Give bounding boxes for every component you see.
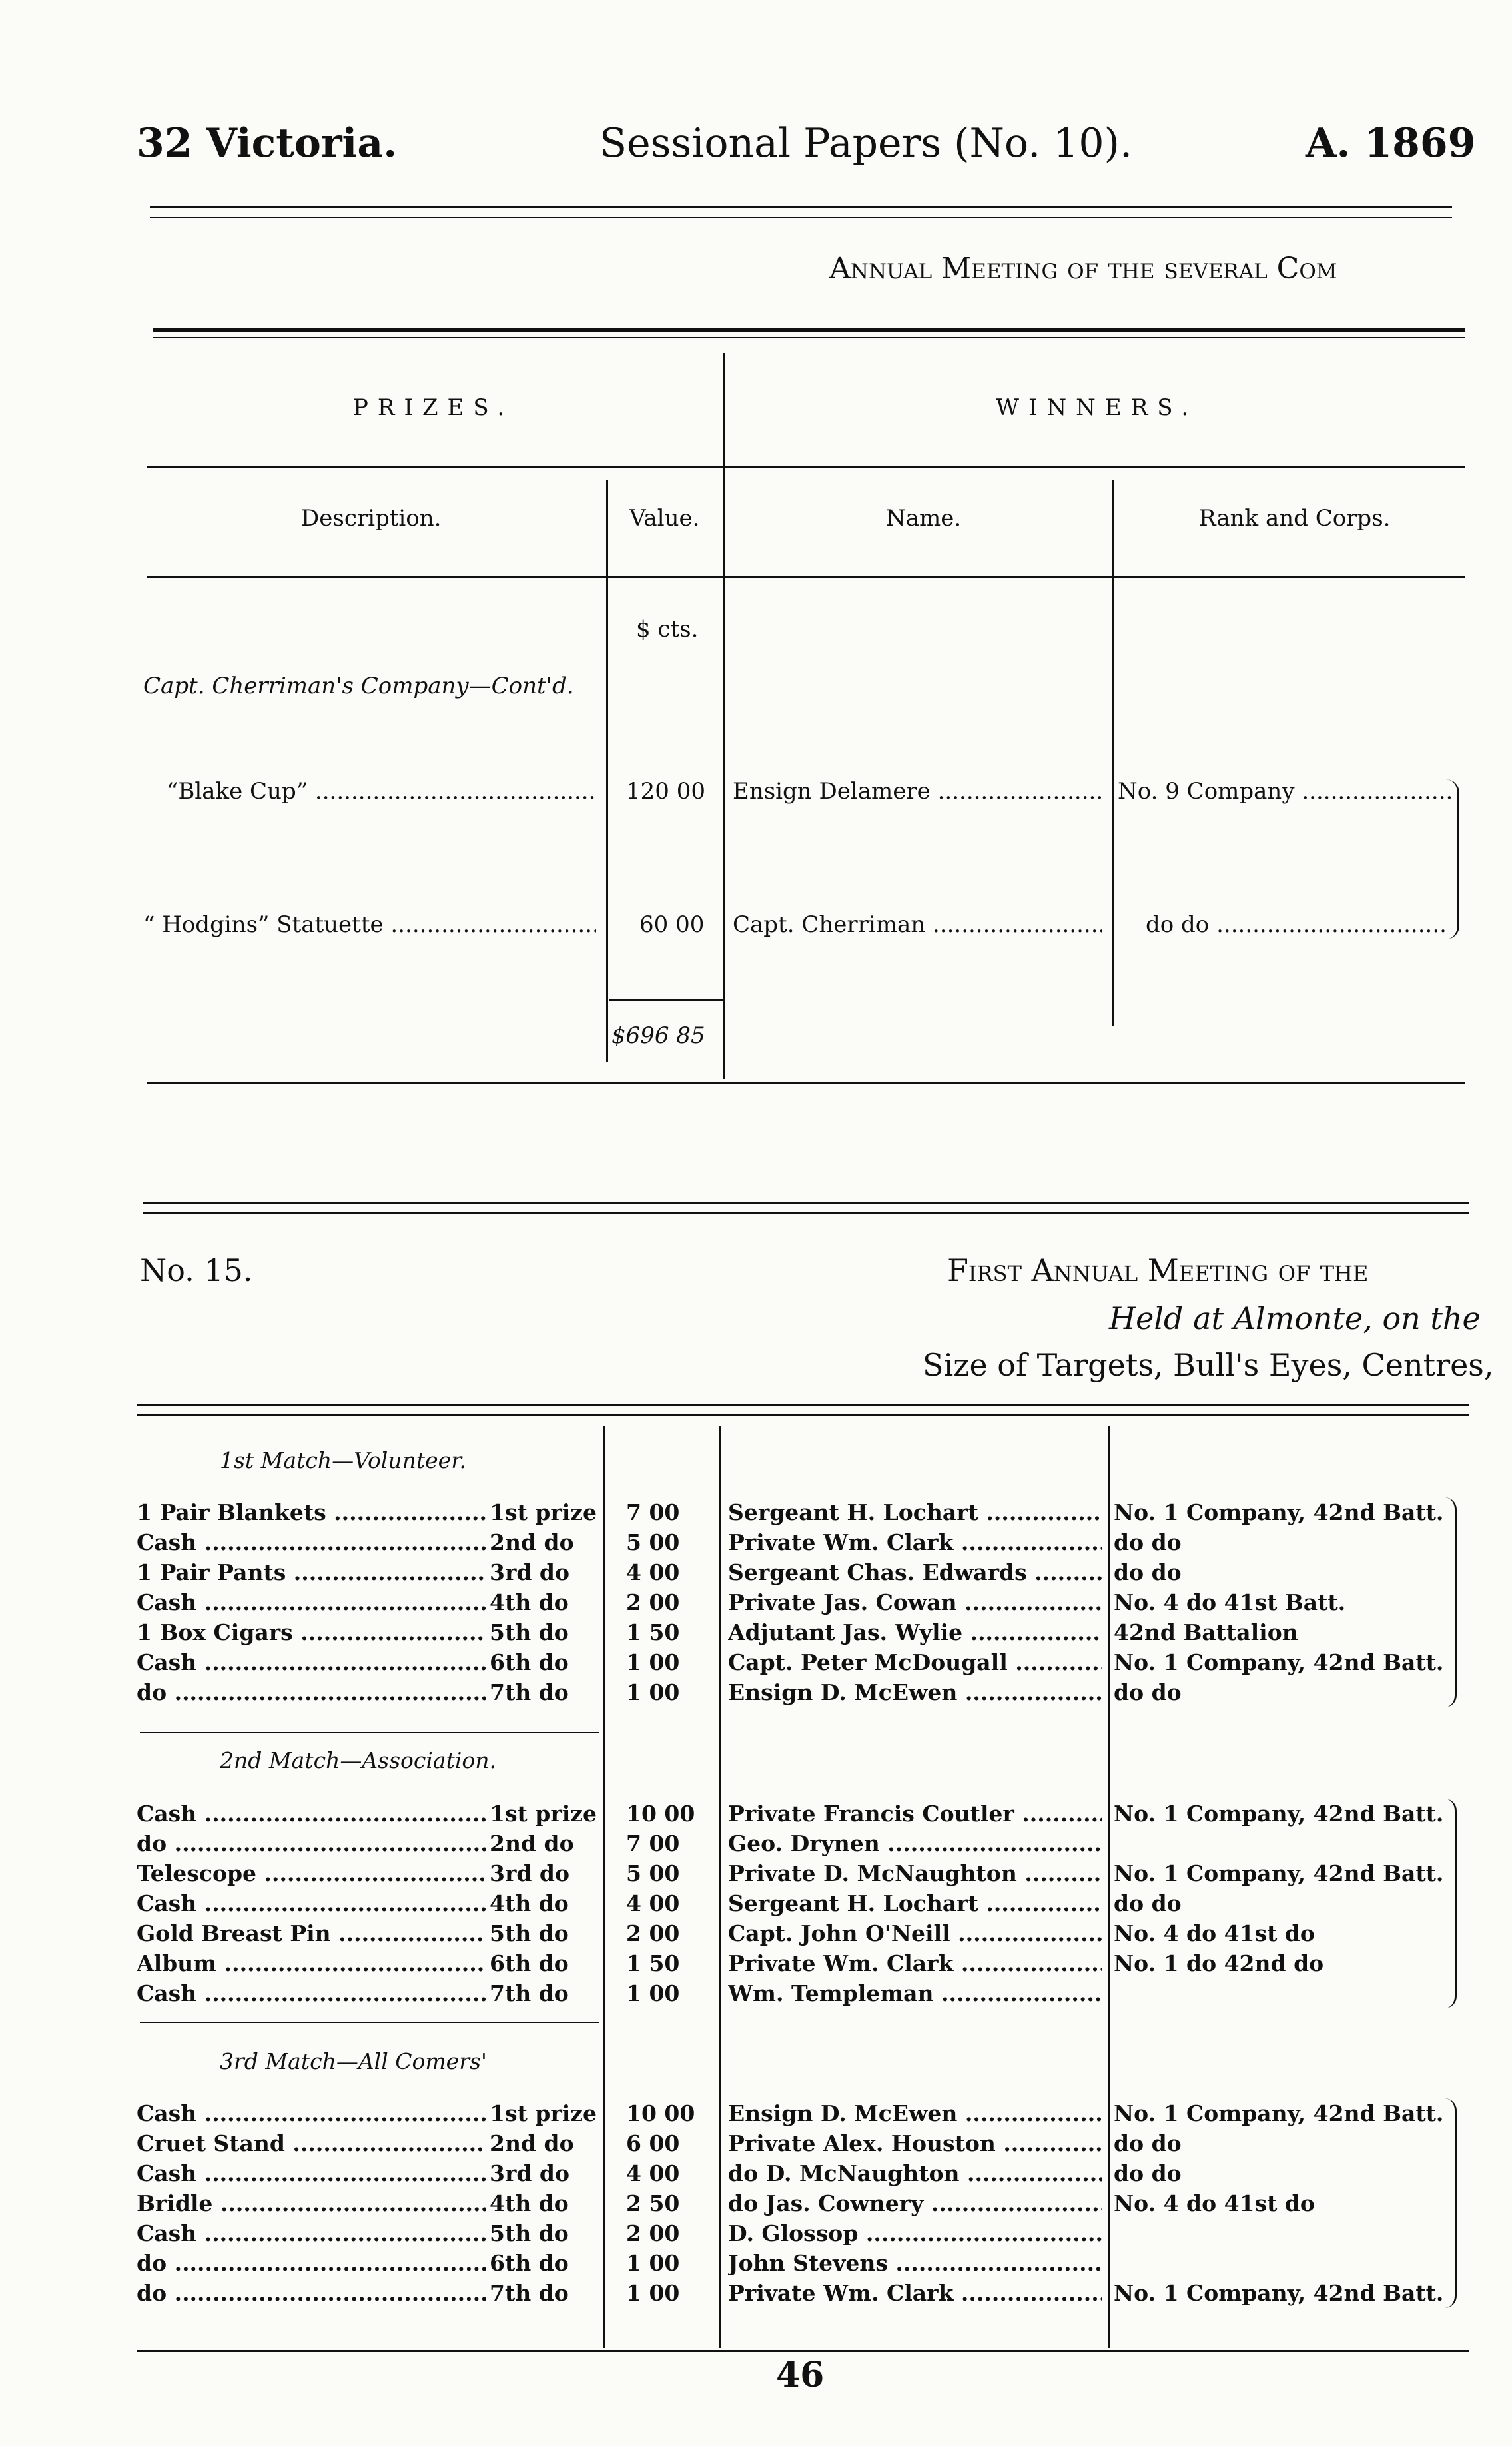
- prize-value: 1 50: [626, 1619, 680, 1645]
- prize-value: 1 00: [626, 1679, 680, 1705]
- winner-name: Private Wm. Clark .....: [728, 1527, 1102, 1557]
- col-rank: Rank and Corps.: [1199, 505, 1391, 532]
- prize-row: [0, 1677, 1512, 1707]
- s1-row-value: 60 00: [639, 911, 705, 938]
- running-title: Annual Meeting of the several Com: [829, 252, 1337, 286]
- prize-value: 10 00: [626, 1801, 695, 1827]
- prize-row: [0, 1918, 1512, 1948]
- winner-rank: do do: [1114, 2130, 1182, 2156]
- prize-row: [0, 1557, 1512, 1587]
- prize-item: do .....: [137, 1829, 486, 1858]
- match-title: [220, 1745, 496, 1775]
- prize-item: do .....: [137, 2278, 486, 2308]
- winner-name: Sergeant H. Lochart .....: [728, 1497, 1102, 1527]
- winner-name: Private Jas. Cowan .....: [728, 1587, 1102, 1617]
- prize-item: do .....: [137, 1677, 486, 1707]
- prize-value: 6 00: [626, 2130, 680, 2156]
- prize-place: 2nd do: [490, 1529, 574, 1555]
- prize-place: 2nd do: [490, 1831, 574, 1856]
- prize-place: 3rd do: [490, 1559, 569, 1585]
- total-rule: [609, 999, 723, 1001]
- prize-value: 1 00: [626, 1980, 680, 2006]
- divider-desc-value: [606, 480, 608, 1062]
- prize-place: 3rd do: [490, 1860, 569, 1886]
- col-name: Name.: [886, 505, 962, 532]
- prize-value: 10 00: [626, 2100, 695, 2126]
- section2-title: First Annual Meeting of the: [947, 1252, 1369, 1288]
- match-title-text: 3rd Match—All Comers': [220, 2048, 487, 2074]
- prize-item: Album .....: [137, 1948, 486, 1978]
- rank-brace: [1444, 1497, 1457, 1707]
- prize-item: Cash .....: [137, 2158, 486, 2188]
- prize-item: Cash .....: [137, 2218, 486, 2248]
- winner-rank: No. 1 Company, 42nd Batt.: [1114, 2100, 1444, 2126]
- winner-name: do D. McNaughton .....: [728, 2158, 1102, 2188]
- section1-bottom-rule: [147, 1082, 1465, 1084]
- prize-item: Cash .....: [137, 1978, 486, 2008]
- section2-subtitle: Held at Almonte, on the: [1109, 1300, 1481, 1336]
- prize-item: Cash .....: [137, 1587, 486, 1617]
- winner-name: Private Alex. Houston .....: [728, 2128, 1102, 2158]
- section2-rule-bottom: [143, 1212, 1469, 1214]
- prize-value: 1 50: [626, 1950, 680, 1976]
- heading-rule: [147, 466, 1465, 468]
- s1-row-rank: do do .....: [1146, 911, 1449, 938]
- winner-name: Capt. John O'Neill .....: [728, 1918, 1102, 1948]
- match-2-rule: [140, 2022, 599, 2023]
- s1-row-desc: “ Hodgins” Statuette .....: [143, 911, 596, 938]
- prize-row: [0, 2278, 1512, 2308]
- company-label: Capt. Cherriman's Company—Cont'd.: [143, 673, 574, 699]
- prize-item: 1 Box Cigars .....: [137, 1617, 486, 1647]
- prize-row: [0, 2128, 1512, 2158]
- match-1-rule: [140, 1732, 599, 1733]
- prize-place: 2nd do: [490, 2130, 574, 2156]
- prize-place: 3rd do: [490, 2160, 569, 2186]
- winner-rank: No. 1 Company, 42nd Batt.: [1114, 1801, 1444, 1827]
- winner-rank: No. 1 Company, 42nd Batt.: [1114, 1860, 1444, 1886]
- match-title-text: 2nd Match—Association.: [220, 1747, 497, 1773]
- header-right: A. 1869: [1306, 120, 1476, 167]
- header-center: Sessional Papers (No. 10).: [599, 120, 1133, 167]
- prize-value: 1 00: [626, 2250, 680, 2276]
- winner-rank: No. 1 Company, 42nd Batt.: [1114, 2280, 1444, 2306]
- prize-place: 5th do: [490, 2220, 569, 2246]
- prize-item: do .....: [137, 2248, 486, 2278]
- winner-rank: do do: [1114, 1890, 1182, 1916]
- prize-place: 4th do: [490, 2190, 569, 2216]
- prize-row: [0, 2218, 1512, 2248]
- prize-row: [0, 1948, 1512, 1978]
- prize-value: 7 00: [626, 1831, 680, 1856]
- winner-name: Private Wm. Clark .....: [728, 1948, 1102, 1978]
- winner-name: D. Glossop .....: [728, 2218, 1102, 2248]
- winner-name: Capt. Peter McDougall .....: [728, 1647, 1102, 1677]
- winner-name: Ensign D. McEwen .....: [728, 1677, 1102, 1707]
- col-header-rule: [147, 576, 1465, 578]
- prize-value: 4 00: [626, 1559, 680, 1585]
- prize-row: [0, 1527, 1512, 1557]
- prizes-heading: PRIZES.: [353, 394, 514, 421]
- s1-row-desc: “Blake Cup” .....: [167, 778, 596, 805]
- s1-row-name: Capt. Cherriman .....: [733, 911, 1102, 938]
- prize-value: 1 00: [626, 1649, 680, 1675]
- rank-brace: [1444, 1799, 1457, 2008]
- prize-value: 5 00: [626, 1860, 680, 1886]
- winner-name: Private Francis Coutler .....: [728, 1799, 1102, 1829]
- prize-place: 5th do: [490, 1920, 569, 1946]
- header-rule-top: [150, 206, 1452, 208]
- section2-subtitle2: Size of Targets, Bull's Eyes, Centres,: [923, 1347, 1494, 1383]
- prize-item: Cash .....: [137, 2098, 486, 2128]
- prize-row: [0, 1858, 1512, 1888]
- winner-rank: No. 1 Company, 42nd Batt.: [1114, 1649, 1444, 1675]
- s1-row-name: Ensign Delamere .....: [733, 778, 1102, 805]
- prize-place: 1st prize: [490, 1499, 597, 1525]
- prize-value: 1 00: [626, 2280, 680, 2306]
- prize-row: [0, 1978, 1512, 2008]
- header-rule-bottom: [150, 217, 1452, 218]
- col-value: Value.: [629, 505, 700, 532]
- section2-rule-top: [143, 1202, 1469, 1204]
- prize-item: Cash .....: [137, 1527, 486, 1557]
- winner-name: John Stevens .....: [728, 2248, 1102, 2278]
- winner-rank: No. 1 do 42nd do: [1114, 1950, 1324, 1976]
- winner-name: Sergeant Chas. Edwards .....: [728, 1557, 1102, 1587]
- prize-value: 2 50: [626, 2190, 680, 2216]
- prize-place: 6th do: [490, 2250, 569, 2276]
- section1-rule-thin: [153, 337, 1465, 338]
- winners-heading: WINNERS.: [996, 394, 1198, 421]
- prize-item: Bridle .....: [137, 2188, 486, 2218]
- prize-place: 6th do: [490, 1649, 569, 1675]
- prize-row: [0, 2098, 1512, 2128]
- prize-place: 5th do: [490, 1619, 569, 1645]
- prize-value: 2 00: [626, 2220, 680, 2246]
- page-number: 46: [776, 2355, 825, 2395]
- prize-value: 4 00: [626, 1890, 680, 1916]
- prize-place: 4th do: [490, 1589, 569, 1615]
- prize-item: Cruet Stand .....: [137, 2128, 486, 2158]
- divider-value-name: [723, 353, 725, 1079]
- prize-row: [0, 1888, 1512, 1918]
- prize-item: Cash .....: [137, 1799, 486, 1829]
- section-number: No. 15.: [140, 1252, 253, 1288]
- winner-name: Wm. Templeman .....: [728, 1978, 1102, 2008]
- prize-value: 7 00: [626, 1499, 680, 1525]
- winner-rank: do do: [1114, 2160, 1182, 2186]
- winner-rank: 42nd Battalion: [1114, 1619, 1298, 1645]
- winner-name: Private D. McNaughton .....: [728, 1858, 1102, 1888]
- prize-place: 7th do: [490, 1980, 569, 2006]
- winner-name: Adjutant Jas. Wylie .....: [728, 1617, 1102, 1647]
- winner-rank: do do: [1114, 1679, 1182, 1705]
- match-title: [220, 2046, 487, 2076]
- prize-row: [0, 1647, 1512, 1677]
- prize-item: 1 Pair Pants .....: [137, 1557, 486, 1587]
- winner-rank: No. 4 do 41st do: [1114, 1920, 1315, 1946]
- divider-name-rank: [1112, 480, 1114, 1026]
- prize-value: 2 00: [626, 1920, 680, 1946]
- prize-row: [0, 1497, 1512, 1527]
- prize-place: 1st prize: [490, 2100, 597, 2126]
- section2-table-rule-top: [137, 1404, 1469, 1406]
- winner-name: Sergeant H. Lochart .....: [728, 1888, 1102, 1918]
- prize-value: 2 00: [626, 1589, 680, 1615]
- s1-row-rank: No. 9 Company .....: [1118, 778, 1451, 805]
- prize-row: [0, 1617, 1512, 1647]
- prize-item: Gold Breast Pin .....: [137, 1918, 486, 1948]
- s1-brace: [1445, 779, 1459, 939]
- prize-row: [0, 1799, 1512, 1829]
- section1-rule-thick: [153, 328, 1465, 332]
- winner-rank: No. 4 do 41st Batt.: [1114, 1589, 1346, 1615]
- currency-label: $ cts.: [636, 616, 699, 643]
- rank-brace: [1444, 2098, 1457, 2308]
- prize-row: [0, 2188, 1512, 2218]
- match-title-text: 1st Match—Volunteer.: [220, 1447, 466, 1473]
- prize-row: [0, 1829, 1512, 1858]
- prize-item: Cash .....: [137, 1647, 486, 1677]
- header-left: 32 Victoria.: [137, 120, 398, 167]
- total-value: $696 85: [611, 1022, 705, 1049]
- s1-row-value: 120 00: [626, 778, 705, 805]
- prize-item: Telescope .....: [137, 1858, 486, 1888]
- winner-rank: do do: [1114, 1559, 1182, 1585]
- col-description: Description.: [301, 505, 442, 532]
- winner-rank: No. 1 Company, 42nd Batt.: [1114, 1499, 1444, 1525]
- prize-row: [0, 2158, 1512, 2188]
- prize-place: 7th do: [490, 2280, 569, 2306]
- prize-place: 1st prize: [490, 1801, 597, 1827]
- section2-table-rule-bottom: [137, 1414, 1469, 1416]
- winner-rank: No. 4 do 41st do: [1114, 2190, 1315, 2216]
- prize-item: 1 Pair Blankets .....: [137, 1497, 486, 1527]
- prize-row: [0, 1587, 1512, 1617]
- prize-place: 4th do: [490, 1890, 569, 1916]
- winner-name: Ensign D. McEwen .....: [728, 2098, 1102, 2128]
- prize-item: Cash .....: [137, 1888, 486, 1918]
- prize-place: 7th do: [490, 1679, 569, 1705]
- prize-place: 6th do: [490, 1950, 569, 1976]
- match-title: [220, 1445, 466, 1475]
- prize-value: 5 00: [626, 1529, 680, 1555]
- winner-rank: do do: [1114, 1529, 1182, 1555]
- winner-name: Private Wm. Clark .....: [728, 2278, 1102, 2308]
- prize-row: [0, 2248, 1512, 2278]
- winner-name: do Jas. Cownery .....: [728, 2188, 1102, 2218]
- prize-value: 4 00: [626, 2160, 680, 2186]
- section2-bottom-rule: [137, 2350, 1469, 2352]
- winner-name: Geo. Drynen .....: [728, 1829, 1102, 1858]
